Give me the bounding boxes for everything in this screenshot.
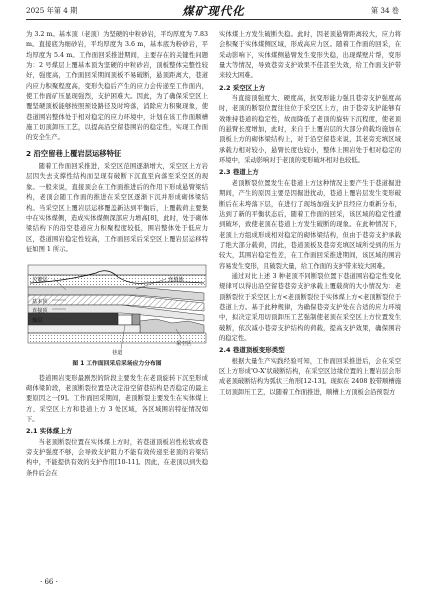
subsection-heading: 2.3 巷道上方 bbox=[219, 168, 259, 177]
page-header bbox=[0, 0, 427, 22]
immediate-roof-label: 直接顶 bbox=[32, 308, 48, 315]
main-roof-label: 基本顶 bbox=[32, 299, 48, 306]
volume-label: 第 34 卷 bbox=[370, 6, 399, 15]
roadway-label: 巷道 bbox=[112, 350, 123, 357]
goaf-label: 采空区 bbox=[176, 341, 192, 348]
paragraph: 巷道围岩变形最剧烈的阶段主要发生在老顶旋转下沉至形成砌体梁阶段，老顶断裂位置是决定沿空留巷结构是否稳定的最主要原因之一[9]。工作面回采期间，老顶断裂主要发生在实体煤上方、采空区上方和巷道上方 3 处区域，各区域围岩特征情况如下。 bbox=[26, 374, 208, 423]
subsection-heading: 2.4 巷道顶板变形类型 bbox=[219, 346, 285, 355]
header-rule bbox=[26, 19, 401, 20]
right-column bbox=[219, 30, 401, 398]
paragraph: 当直接顶强度大、硬度高，抗变形能力强且巷旁支护强度高时，老顶的断裂位置往往位于采空区上方，由于巷旁支护能够有效维持巷道的稳定性，故而降低了老顶的旋转下沉程度，使老顶的悬臂长度增加，此时，来自于上覆岩层的大部分荷载均施加在顶板上方的砌体梁结构上，对于沿空留巷来说，其老旁充填区域承载力相对较小，悬臂长度也较小，整体上围岩处于相对稳定的环境中，采动影响对于老顶的变形破坏相对也较低。 bbox=[219, 95, 401, 165]
fill-body-label: 充填体 bbox=[168, 277, 184, 284]
paragraph: 实体煤上方发生破断失稳。此时，因老顶悬臂距离较大，应力将会积聚于实体煤侧区域，形成高应力区。随着工作面的回采，在采动影响下，实体煤侧悬臂发生变形失稳，出现煤壁片帮，变形量大等情况，导致巷旁支护效果不佳甚至失效，给工作面支护带来较大困难。 bbox=[219, 31, 401, 80]
figure-1 bbox=[26, 259, 208, 357]
subsection-heading: 2.2 采空区上方 bbox=[219, 83, 266, 92]
paragraph: 根据大量生产实践经验可知，工作面回采推进后，会在采空区上方形成'O-X'状破断结构，在采空区边缘位置的上覆岩层会形成老顶破断结构为弧状三角形[12-13]。现拟在 2408 胶带顺槽施工切顶卸压工艺，以随着工作面推进，顺槽上方顶板会沿预裂方 bbox=[219, 357, 401, 396]
paragraph: 老顶断裂位置发生在巷道上方这种情况主要产生于巷道掘进期间，产生的原因主要是因掘进扰动，巷道上覆岩层发生变形破断后在未垮落下层，在进行了现场加强支护且经应力重新分布，达到了新的平衡状态后，随着工作面的回采，该区域的稳定性遭到破坏，致使老顶在巷道上方发生破断的现象。在此种情况下，老顶上方组成形成相对稳定的砌体梁结构，但由于巷旁支护承载了绝大部分载荷，因此，巷道顶板及巷旁充填区域所受到的压力较大，其围岩稳定性差，在工作面回采推进期间，该区域的围岩容易发生变形，且破裂大量，给工作面的支护带来较大困难。 bbox=[219, 179, 401, 270]
left-column bbox=[26, 30, 208, 479]
journal-title: 煤矿现代化 bbox=[182, 4, 245, 18]
paragraph: 随着工作面回采推进，采空区范围逐渐增大，采空区上方岩层因失去支撑性结构而呈现有破断下沉直至向落至采空区的现象。一般来说，直接顶会在工作面推进后的作用下形成悬臂梁结构，老顶会随工作面的推进在采空区逐渐下沉并形成砌体梁结构。当采空区上覆岩层运移覆盖新达到平衡后，上覆载荷主要集中在实体煤侧，造成实体煤侧深部应力增高[8]，此时，处于砌体梁结构下的沿空巷道应力积聚程度较低，围岩整体处于低应力区，巷道围岩稳定性较高，工作面回采后采空区上覆岩层运移特征如图 1 所示。 bbox=[26, 163, 208, 253]
key-layer-label: 关键层 bbox=[32, 277, 48, 284]
paragraph: 当老顶断裂位置在实体煤上方时，若巷道顶板岩性松软或巷旁支护强度不够，会导致支护阻力不能有效传递至老顶的岩梁结构中，不能提供有效的支护作用[10-11]。因此，在老顶以到失稳条件后会在 bbox=[26, 438, 208, 477]
coal-seam-label: 煤层 bbox=[32, 318, 43, 325]
paragraph: 通过对比上述 3 种老顶不同断裂位置下巷道围岩稳定性变化规律可以得出沿空留巷巷旁支护承载上覆载荷的大小情况为：老顶断裂位于采空区上方<老顶断裂位于实体煤上方<老顶断裂位于巷道上方。基于此种规律，为确保巷旁支护处在合适的应力环境中，拟决定采用切顶卸压工艺强制使老顶在采空区上方位置发生破断，依次减小巷旁支护结构的荷载，提高支护效果，确保围岩的稳定性。 bbox=[219, 272, 401, 342]
page-number: · 66 · bbox=[40, 578, 58, 586]
subsection-heading: 2.1 实体煤上方 bbox=[26, 427, 73, 436]
figure-caption: 图 1 工作面回采后采场应力分布图 bbox=[72, 361, 162, 368]
paragraph: 为 3.2 m。基本顶（老顶）为坚硬的中粒砂岩，平均厚度为 7.83 m。直接底为细砂岩，平均厚度为 3.6 m，基本底为粉砂岩，平均厚度为 5.4 m。工作面回采推进期间，主要存在的关键性问题为：2 号煤层上覆基本顶为坚硬的中粒砂岩，顶板整体完整性较好，强度高，工作面回采期间顶板不易破断，悬顶距离大，巷道内应力积聚程度高，变形失稳后产生的应力会传递至工作面内，使工作面矿压显现强烈，支护困难大。因此，为了确保采空区上覆坚硬顶板能够按照预设路径及时垮落，消除应力积聚现象，使巷道围岩整体处于相对稳定的应力环境中，计划在该工作面顺槽施工切顶卸压工艺，以提高沿空留巷围岩的稳定性，实现工作面的安全生产。 bbox=[26, 31, 208, 142]
issue-label: 2025 年第 4 期 bbox=[26, 6, 78, 15]
section-heading: 2 沿空留巷上覆岩层运移特征 bbox=[26, 148, 122, 158]
